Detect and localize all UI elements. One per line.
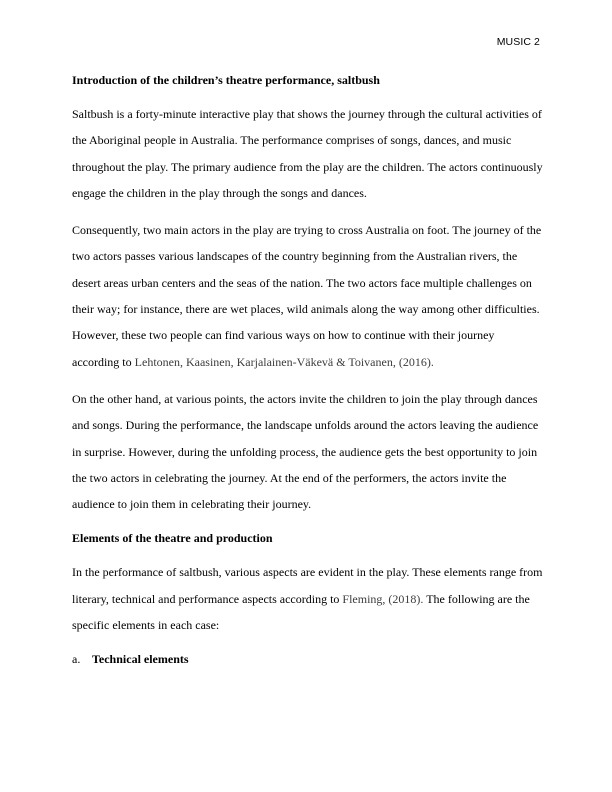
intro-paragraph-2-text: Consequently, two main actors in the play are trying to cross Australia on foot. The journey of the two actors passes various landscapes of the country beginning from the Australian rivers, the desert areas urban centers and the seas of the nation. The two actors face multiple challenges on their way; for instance, there are wet places, wild animals along the way among other difficulties. However, these two people can find various ways on how to continue with their journey according to [72, 223, 542, 369]
running-head: MUSIC 2 [496, 36, 540, 48]
list-item-marker: a. [72, 652, 81, 667]
list-item-label: Technical elements [92, 652, 189, 667]
intro-paragraph-1: Saltbush is a forty-minute interactive play that shows the journey through the cultural activities of the Aboriginal people in Australia. The performance comprises of songs, dances, and music throughout the play. The primary audience from the play are the children. The actors continuously engage the children in the play through the songs and dances. [72, 107, 543, 200]
intro-paragraph-3: On the other hand, at various points, the actors invite the children to join the play through dances and songs. During the performance, the landscape unfolds around the actors leaving the audience in surprise. However, during the unfolding process, the audience gets the best opportunity to join the two actors in celebrating the journey. At the end of the performers, the actors invite the audience to join them in celebrating their journey. [72, 391, 539, 512]
elements-heading: Elements of the theatre and production [72, 531, 273, 546]
intro-paragraph-2 [72, 217, 544, 375]
elements-paragraph-1-tail: The following are the specific elements in each case: [72, 591, 530, 633]
document-body [72, 70, 544, 669]
citation-fleming: Fleming, (2018). [342, 591, 424, 606]
citation-lehtonen: Lehtonen, Kaasinen, Karjalainen-Väkevä & Toivanen, (2016). [134, 354, 434, 369]
elements-paragraph-1 [72, 559, 544, 638]
elements-paragraph-1-text: In the performance of saltbush, various aspects are evident in the play. These elements range from literary, technical and performance aspects according to [72, 565, 543, 606]
intro-heading: Introduction of the children’s theatre performance, saltbush [72, 73, 380, 87]
list-item-technical-elements [72, 649, 544, 669]
